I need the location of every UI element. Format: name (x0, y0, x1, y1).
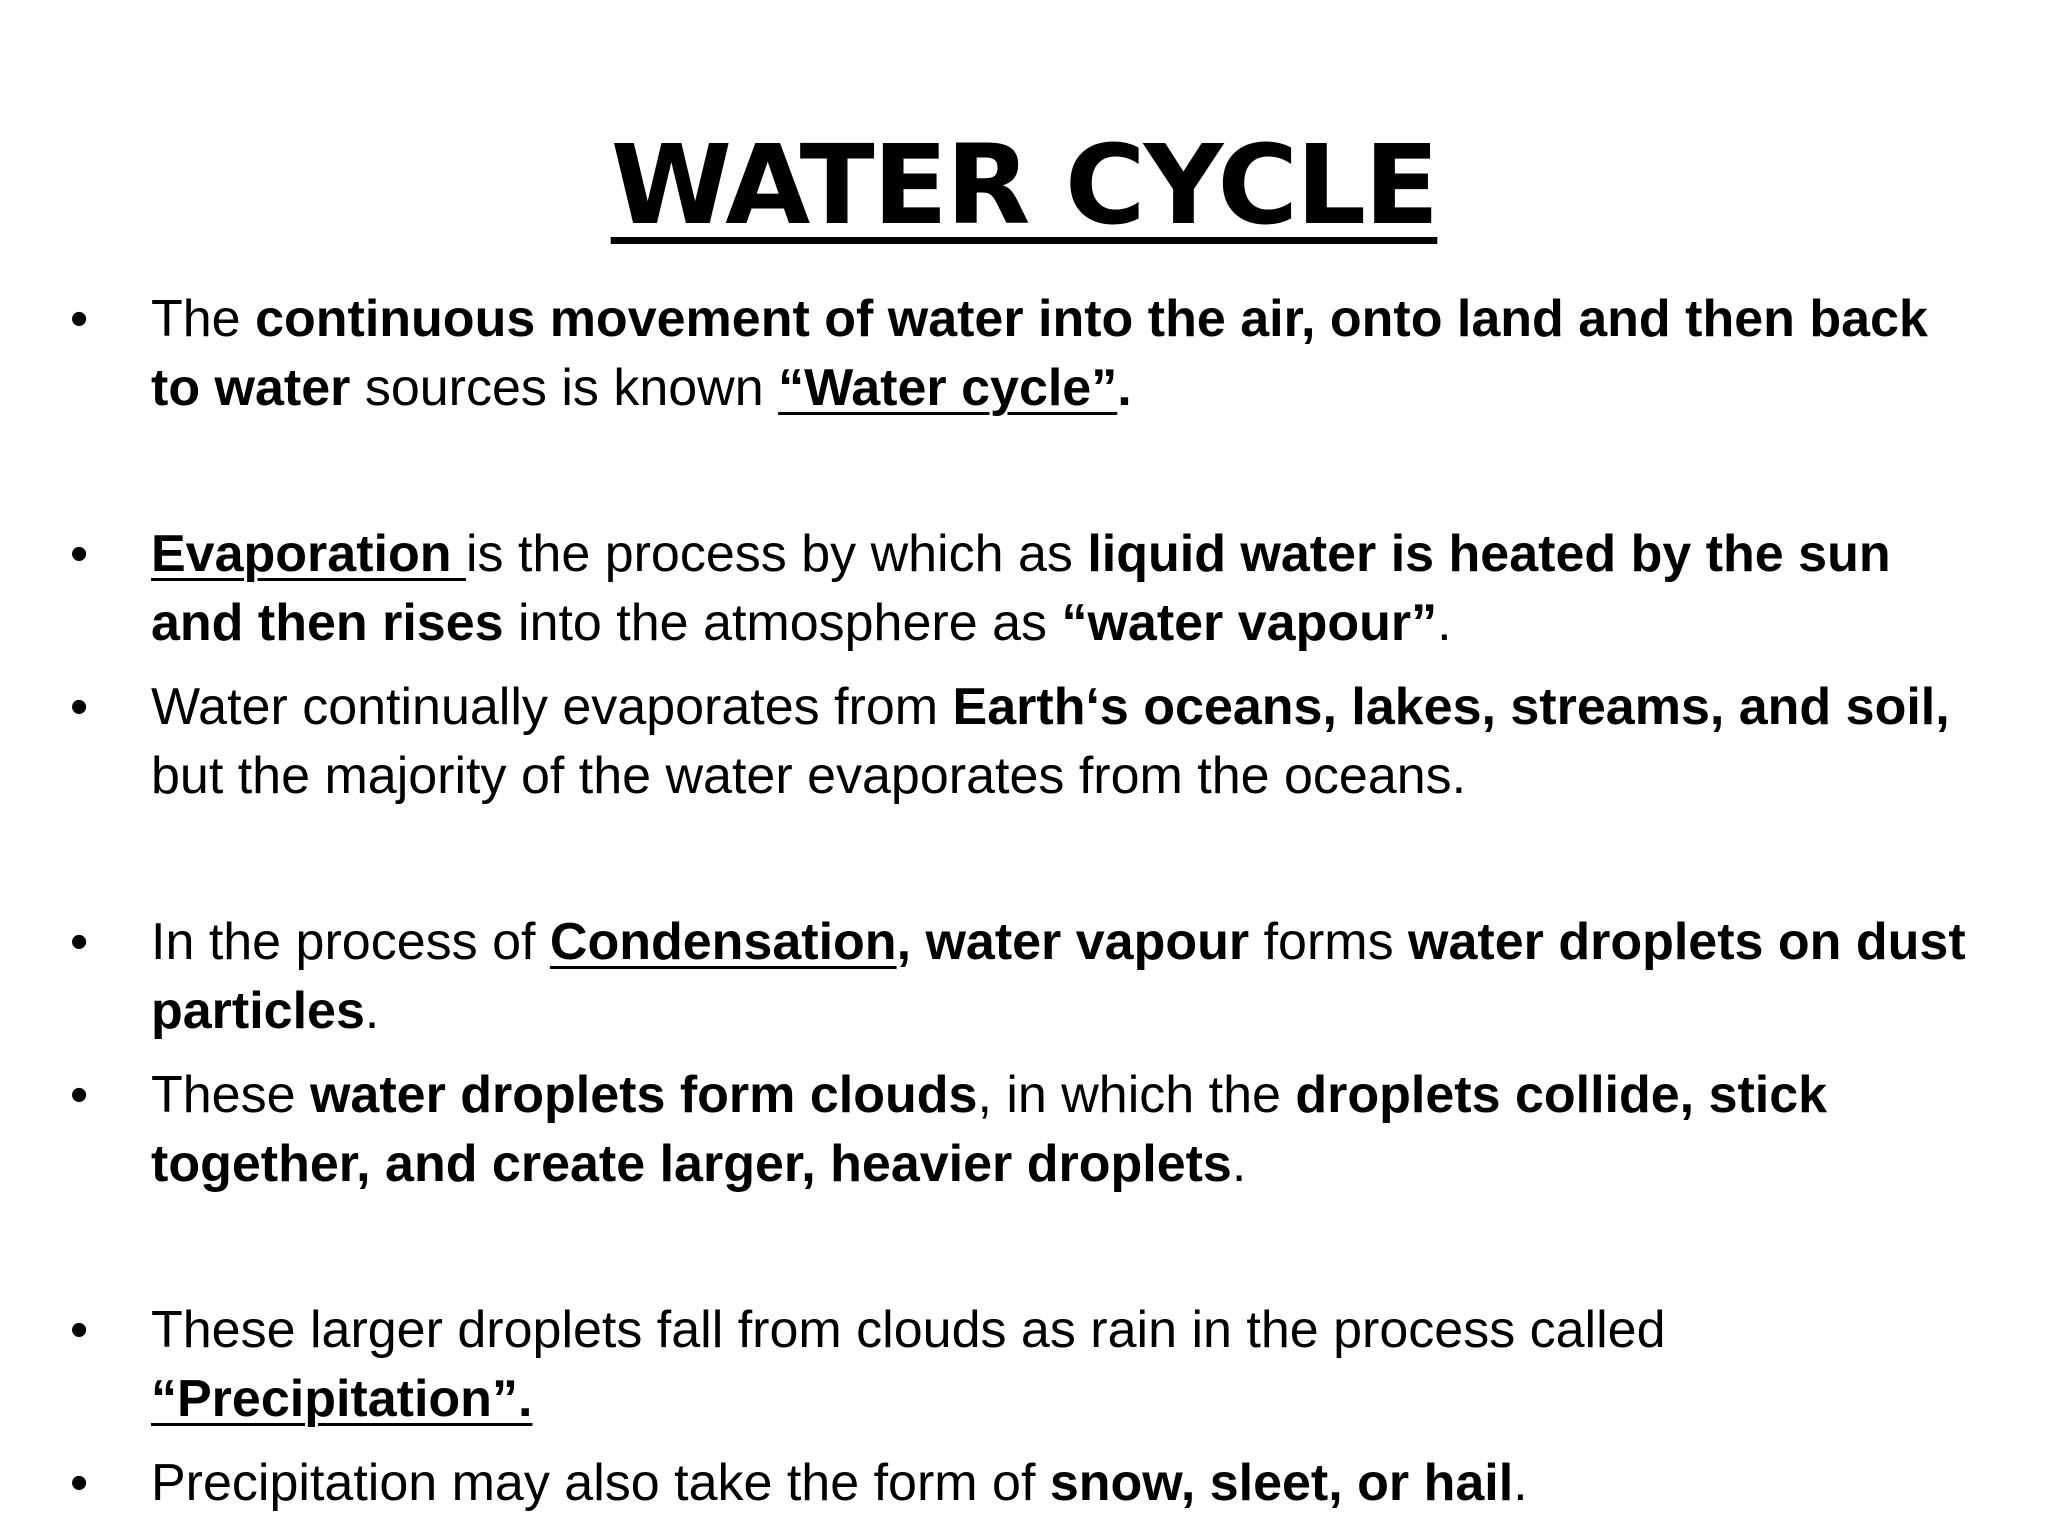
text-segment: water droplets form clouds (309, 1066, 978, 1124)
text-segment: Precipitation may also take the form of (151, 1454, 1050, 1512)
text-segment: . (364, 982, 380, 1040)
text-segment: In the process of (151, 913, 550, 971)
text-segment: water droplets on dust particles (151, 913, 1966, 1040)
text-segment: droplets collide, stick together, and create larger, heavier droplets (151, 1066, 1828, 1193)
text-segment: but the majority of the water evaporates from the oceans. (151, 747, 1467, 805)
text-segment: forms (1249, 913, 1409, 971)
bullet-text (151, 285, 1981, 423)
text-segment: These larger droplets fall from clouds as rain in the process called (151, 1301, 1666, 1359)
text-segment: , in which the (977, 1066, 1296, 1124)
text-segment: into the atmosphere as (503, 594, 1062, 652)
text-segment: , water vapour (896, 913, 1250, 971)
text-segment: Water continually evaporates from (151, 678, 953, 736)
text-segment: liquid water is heated by the sun and then rises (151, 525, 1891, 652)
bullet-marker: • (70, 1301, 89, 1359)
text-segment: “Precipitation”. (151, 1370, 533, 1428)
text-segment: . (1117, 359, 1132, 417)
bullet-marker: • (70, 1066, 89, 1124)
bullet-text (151, 673, 1981, 811)
text-segment: Condensation (549, 913, 897, 971)
text-segment: sources is known (350, 359, 779, 417)
text-segment: These (151, 1066, 310, 1124)
text-segment: continuous movement of water into the air, onto land and then back to water (151, 290, 1928, 417)
bullet-text (151, 1449, 1981, 1518)
bullet-text (151, 1061, 1981, 1199)
text-segment: Evaporation (151, 525, 466, 583)
text-segment: . (1513, 1454, 1528, 1512)
slide-title-text: WATER CYCLE (610, 121, 1438, 249)
bullet-text (151, 520, 1981, 658)
text-segment: . (1437, 594, 1452, 652)
bullet-marker: • (70, 525, 89, 583)
text-segment: The (151, 290, 256, 348)
text-segment: Earth‘s oceans, lakes, streams, and soil, (952, 678, 1950, 736)
bullet-marker: • (70, 290, 89, 348)
bullet-marker: • (70, 1454, 89, 1512)
bullet-marker: • (70, 678, 89, 736)
bullet-text (151, 908, 1981, 1046)
text-segment: . (1231, 1135, 1247, 1193)
bullet-marker: • (70, 913, 89, 971)
text-segment: “Water cycle” (778, 359, 1118, 417)
text-segment: is the process by which as (465, 525, 1088, 583)
text-segment: “water vapour” (1061, 594, 1438, 652)
text-segment: snow, sleet, or hail (1049, 1454, 1514, 1512)
bullet-text (151, 1296, 1981, 1434)
